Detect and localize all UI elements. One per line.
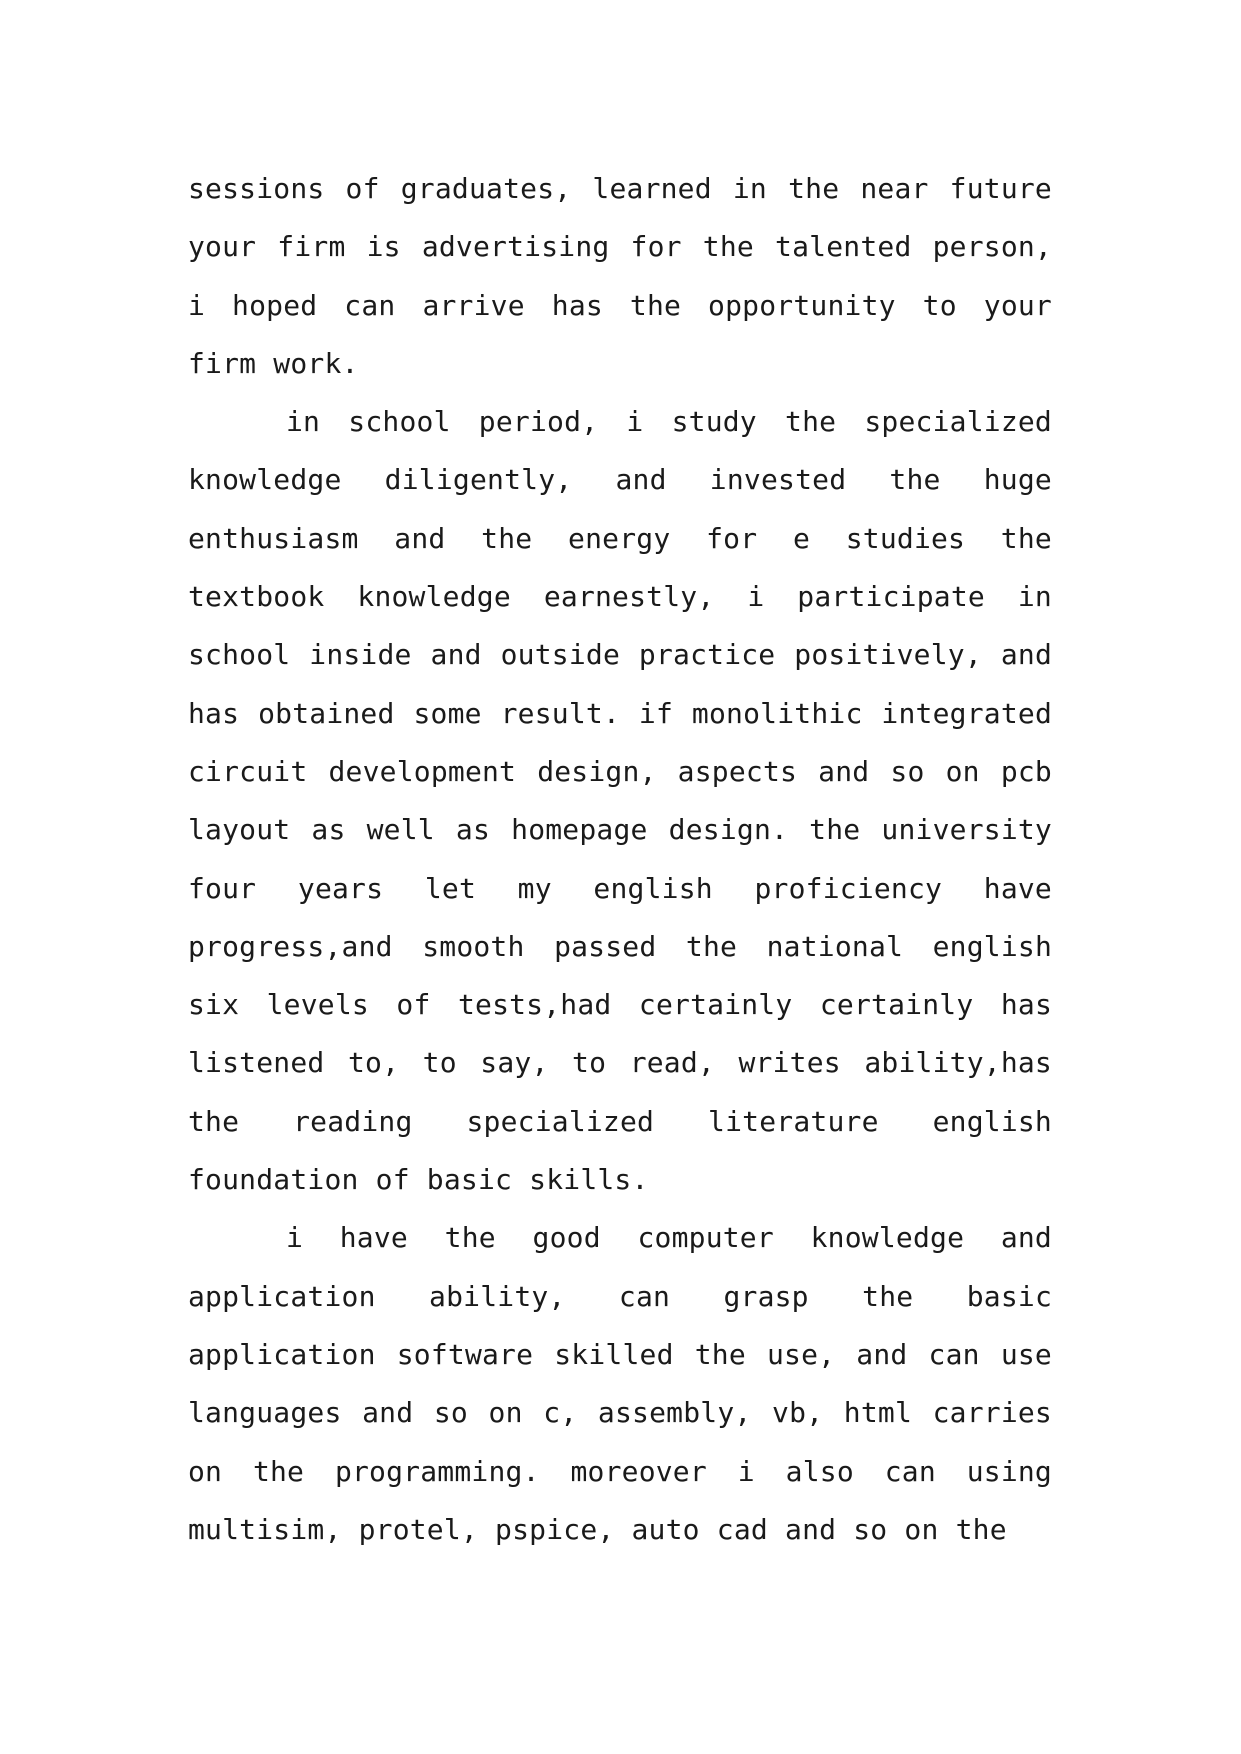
paragraph-1: sessions of graduates, learned in the near future your firm is advertising for the talented person, i hoped can arrive has the opportunity to your firm work. — [188, 172, 1052, 380]
document-body — [188, 160, 1052, 1559]
paragraph-3: i have the good computer knowledge and application ability, can grasp the basic application software skilled the use, and can use languages and so on c, assembly, vb, html carries on the programming. moreover i also can using multisim, protel, pspice, auto cad and so on the — [188, 1221, 1052, 1546]
paragraph-2: in school period, i study the specialized knowledge diligently, and invested the huge enthusiasm and the energy for e studies the textbook knowledge earnestly, i participate in school inside and outside practice positively, and has obtained some result. if monolithic integrated circuit development design, aspects and so on pcb layout as well as homepage design. the university four years let my english proficiency have progress,and smooth passed the national english six levels of tests,had certainly certainly has listened to, to say, to read, writes ability,has the reading specialized literature english foundation of basic skills. — [188, 405, 1052, 1197]
